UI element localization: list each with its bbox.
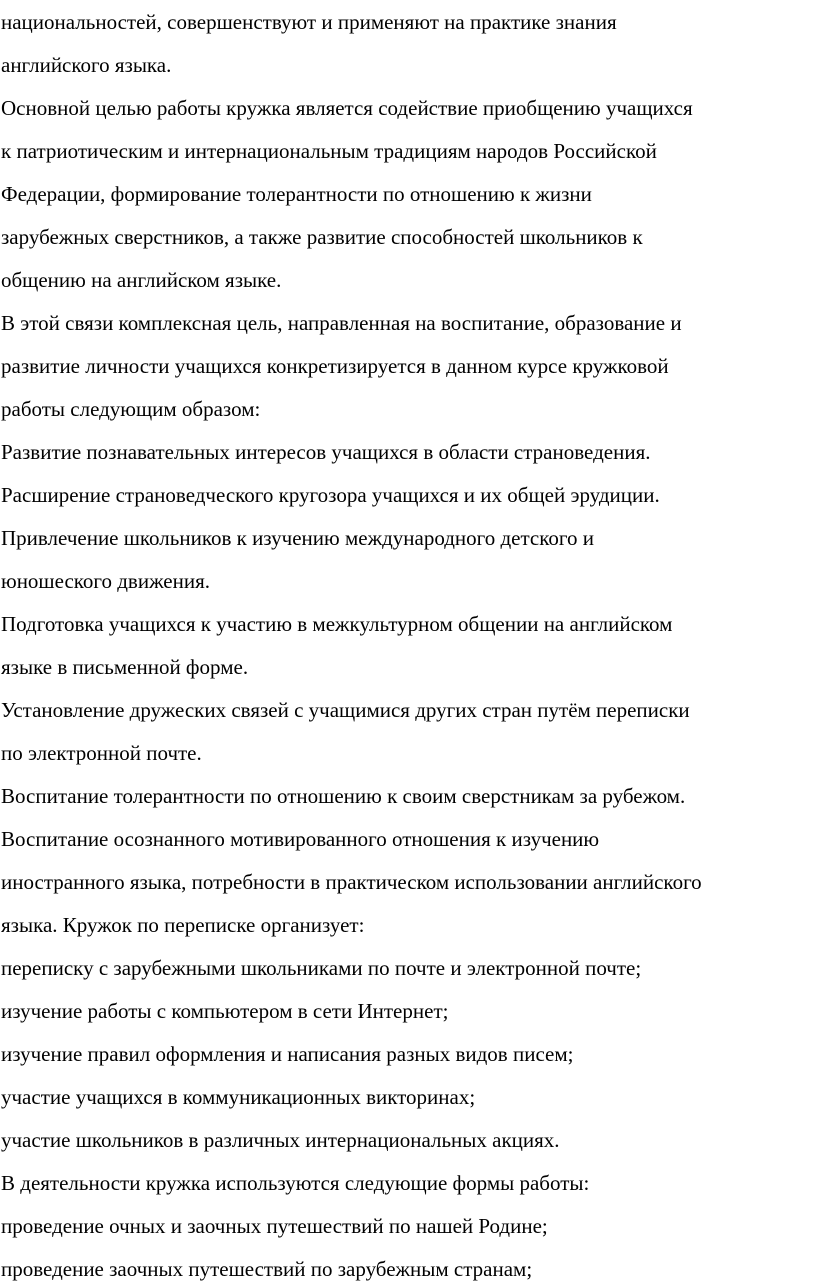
text-line: работы следующим образом: [1, 397, 261, 421]
text-line: проведение заочных путешествий по зарубежным странам; [1, 1257, 533, 1281]
text-line: развитие личности учащихся конкретизируется в данном курсе кружковой [1, 354, 669, 378]
text-line: Привлечение школьников к изучению международного детского и [1, 526, 594, 550]
text-line: национальностей, совершенствуют и применяют на практике знания [1, 10, 617, 34]
text-line: Основной целью работы кружка является содействие приобщению учащихся [1, 96, 693, 120]
text-line: переписку с зарубежными школьниками по почте и электронной почте; [1, 956, 642, 980]
text-line: В деятельности кружка используются следующие формы работы: [1, 1171, 590, 1195]
text-line: зарубежных сверстников, а также развитие способностей школьников к [1, 225, 643, 249]
text-line: к патриотическим и интернациональным традициям народов Российской [1, 139, 657, 163]
text-line: юношеского движения. [1, 569, 211, 593]
text-line: Установление дружеских связей с учащимися других стран путём переписки [1, 698, 690, 722]
text-line: общению на английском языке. [1, 268, 282, 292]
text-line: Федерации, формирование толерантности по отношению к жизни [1, 182, 592, 206]
text-line: Развитие познавательных интересов учащихся в области страноведения. [1, 440, 651, 464]
text-line: проведение очных и заочных путешествий по нашей Родине; [1, 1214, 548, 1238]
text-line: Воспитание осознанного мотивированного отношения к изучению [1, 827, 600, 851]
text-line: В этой связи комплексная цель, направленная на воспитание, образование и [1, 311, 682, 335]
text-line: Расширение страноведческого кругозора учащихся и их общей эрудиции. [1, 483, 660, 507]
text-line: изучение правил оформления и написания разных видов писем; [1, 1042, 574, 1066]
text-line: языка. Кружок по переписке организует: [1, 913, 365, 937]
text-line: Подготовка учащихся к участию в межкультурном общении на английском [1, 612, 673, 636]
text-line: иностранного языка, потребности в практическом использовании английского [1, 870, 702, 894]
text-line: английского языка. [1, 53, 172, 77]
text-line: участие учащихся в коммуникационных викторинах; [1, 1085, 476, 1109]
text-line: изучение работы с компьютером в сети Интернет; [1, 999, 449, 1023]
text-line: Воспитание толерантности по отношению к своим сверстникам за рубежом. [1, 784, 686, 808]
text-line: языке в письменной форме. [1, 655, 249, 679]
text-line: участие школьников в различных интернациональных акциях. [1, 1128, 560, 1152]
text-line: по электронной почте. [1, 741, 202, 765]
